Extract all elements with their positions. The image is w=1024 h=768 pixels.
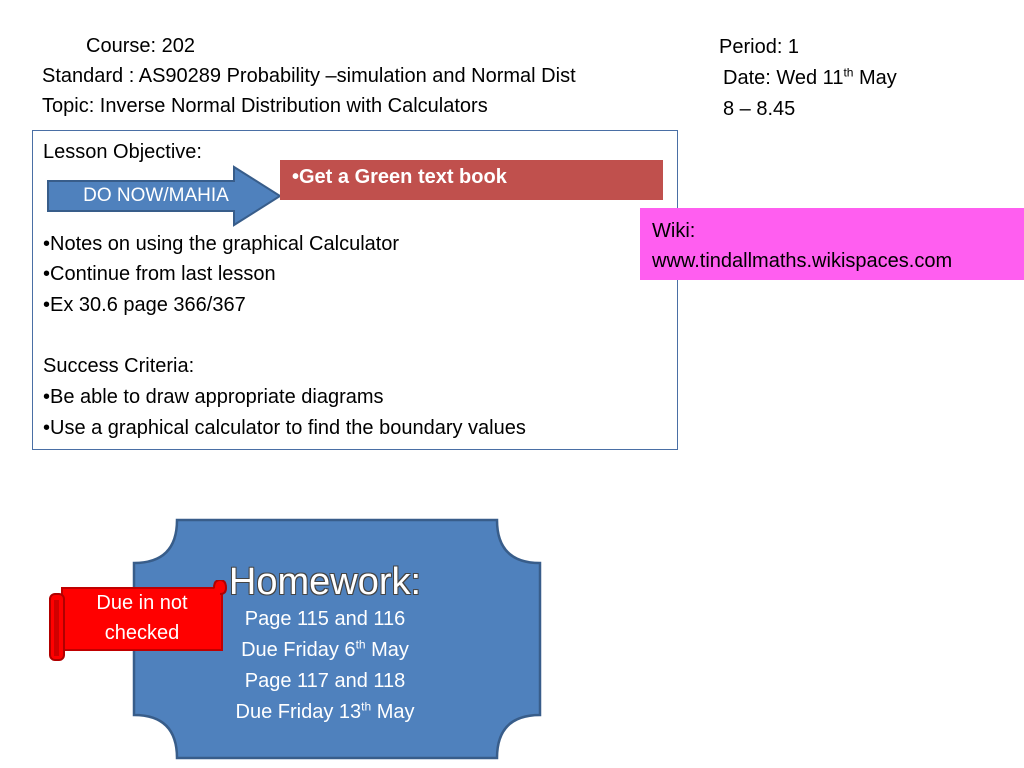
due-scroll-line: checked	[104, 622, 180, 644]
homework-line: Page 117 and 118	[244, 670, 406, 692]
period-label: Period: 1	[719, 36, 800, 58]
homework-due-prefix: Due Friday 6	[241, 639, 356, 661]
due-scroll-line: Due in not	[96, 592, 188, 614]
homework-due-sup: th	[361, 699, 372, 714]
homework-due-suffix: May	[371, 701, 415, 723]
date-suffix: May	[853, 67, 897, 89]
course-label: Course: 202	[86, 35, 195, 57]
due-scroll-label	[64, 588, 220, 648]
wiki-url-link[interactable]: www.tindallmaths.wikispaces.com	[652, 250, 953, 272]
homework-line: Page 115 and 116	[244, 608, 406, 630]
lesson-objective-heading: Lesson Objective:	[43, 141, 202, 163]
homework-due-prefix: Due Friday 13	[235, 701, 362, 723]
time-label: 8 – 8.45	[723, 98, 796, 120]
date-sup: th	[843, 65, 854, 80]
standard-label: Standard : AS90289 Probability –simulation and Normal Dist	[42, 65, 576, 87]
success-bullet: •Be able to draw appropriate diagrams	[43, 386, 384, 408]
homework-due-sup: th	[355, 637, 366, 652]
green-book-bar: •Get a Green text book	[280, 160, 663, 200]
success-criteria-heading: Success Criteria:	[43, 355, 195, 377]
date-label	[723, 63, 897, 93]
do-now-label: DO NOW/MAHIA	[83, 185, 229, 206]
wiki-label: Wiki:	[652, 220, 696, 242]
date-prefix: Date: Wed 11	[723, 67, 844, 89]
wiki-box	[640, 208, 1024, 280]
homework-line	[140, 697, 510, 728]
homework-title: Homework:	[228, 561, 422, 603]
topic-label: Topic: Inverse Normal Distribution with Calculators	[42, 95, 488, 117]
homework-due-suffix: May	[365, 639, 409, 661]
objective-bullet: •Notes on using the graphical Calculator	[43, 233, 400, 255]
objective-bullet: •Continue from last lesson	[43, 263, 276, 285]
success-bullet: •Use a graphical calculator to find the boundary values	[43, 417, 526, 439]
objective-bullet: •Ex 30.6 page 366/367	[43, 294, 246, 316]
